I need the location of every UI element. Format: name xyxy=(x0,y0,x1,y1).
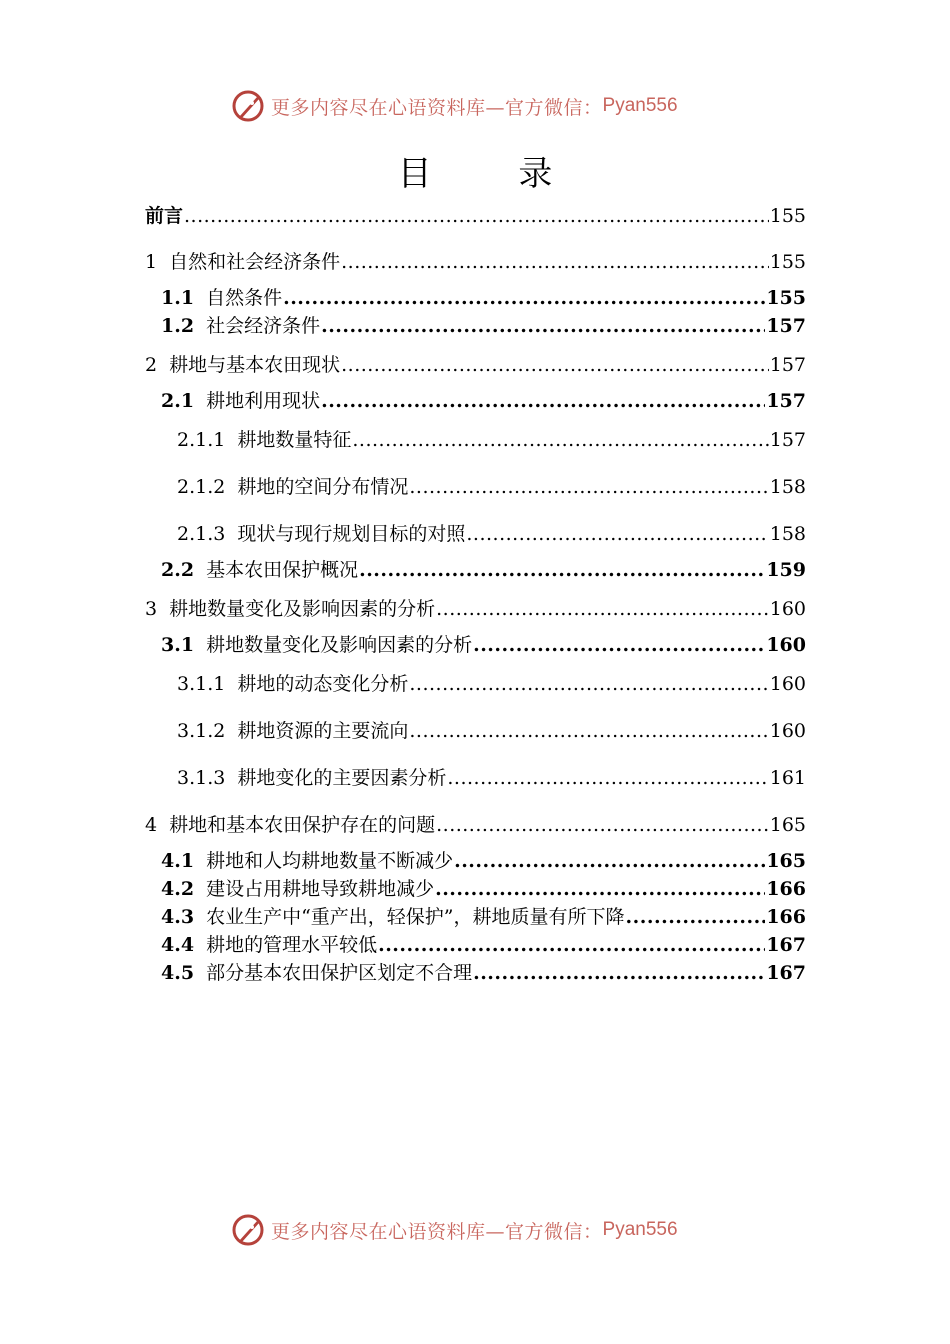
toc-dot-leader xyxy=(454,847,765,875)
toc-entry-number: 4.3 xyxy=(161,906,195,928)
toc-dot-leader xyxy=(473,959,765,987)
toc-dot-leader xyxy=(436,595,769,623)
toc-entry-page: 155 xyxy=(766,287,806,309)
toc-dot-leader xyxy=(283,284,765,312)
toc-entry-page: 157 xyxy=(769,354,806,376)
toc-entry[interactable] xyxy=(177,473,806,501)
toc-entry[interactable] xyxy=(161,284,806,312)
toc-entry-page: 166 xyxy=(766,878,806,900)
toc-entry[interactable] xyxy=(177,717,806,745)
toc-dot-leader xyxy=(321,312,765,340)
toc-dot-leader xyxy=(466,520,768,548)
toc-entry-page: 160 xyxy=(769,673,806,695)
toc-dot-leader xyxy=(359,556,765,584)
toc-entry-text: 耕地资源的主要流向 xyxy=(237,720,409,742)
watermark-header xyxy=(231,86,678,126)
toc-entry-page: 165 xyxy=(766,850,806,872)
toc-entry[interactable] xyxy=(161,875,806,903)
toc-entry-text: 耕地和人均耕地数量不断减少 xyxy=(206,850,454,872)
toc-entry-number: 2 xyxy=(145,354,158,376)
toc-entry-text: 前言 xyxy=(145,205,184,227)
toc-entry-page: 167 xyxy=(766,962,806,984)
toc-dot-leader xyxy=(447,764,768,792)
toc-entry-number: 3.1.3 xyxy=(177,767,226,789)
toc-entry-number: 1.1 xyxy=(161,287,195,309)
toc-dot-leader xyxy=(473,631,765,659)
toc-entry-number: 3.1.2 xyxy=(177,720,226,742)
toc-entry-number: 4.5 xyxy=(161,962,195,984)
toc-entry-page: 165 xyxy=(769,814,806,836)
toc-entry-page: 157 xyxy=(769,429,806,451)
watermark-footer xyxy=(231,1210,678,1250)
toc-entry-text: 耕地数量变化及影响因素的分析 xyxy=(169,598,436,620)
toc-entry-text: 耕地的空间分布情况 xyxy=(237,476,409,498)
watermark-id: Pyan556 xyxy=(602,1219,678,1240)
toc-entry-text: 自然条件 xyxy=(206,287,283,309)
toc-entry[interactable] xyxy=(145,351,806,379)
toc-entry-page: 157 xyxy=(766,390,806,412)
toc-entry-text: 耕地的管理水平较低 xyxy=(206,934,378,956)
page-title: 目 录 xyxy=(397,154,591,194)
toc-entry[interactable] xyxy=(161,631,806,659)
toc-entry-number: 2.1 xyxy=(161,390,195,412)
toc-entry-number: 4 xyxy=(145,814,158,836)
toc-entry[interactable] xyxy=(161,312,806,340)
toc-entry-text: 部分基本农田保护区划定不合理 xyxy=(206,962,473,984)
toc-entry-text: 社会经济条件 xyxy=(206,315,321,337)
toc-entry[interactable] xyxy=(161,959,806,987)
toc-entry-page: 167 xyxy=(766,934,806,956)
toc-dot-leader xyxy=(184,202,769,230)
toc-entry-number: 2.2 xyxy=(161,559,195,581)
toc-entry[interactable] xyxy=(145,595,806,623)
toc-dot-leader xyxy=(436,811,769,839)
toc-entry-text: 农业生产中“重产出，轻保护”，耕地质量有所下降 xyxy=(206,906,625,928)
toc-entry[interactable] xyxy=(161,847,806,875)
toc-dot-leader xyxy=(409,717,768,745)
toc-entry-number: 2.1.3 xyxy=(177,523,226,545)
toc-entry-page: 161 xyxy=(769,767,806,789)
toc-dot-leader xyxy=(352,426,768,454)
toc-entry-page: 158 xyxy=(769,476,806,498)
watermark-id: Pyan556 xyxy=(602,95,678,116)
toc-entry-number: 3 xyxy=(145,598,158,620)
toc-dot-leader xyxy=(341,248,769,276)
toc-dot-leader xyxy=(409,473,768,501)
toc-entry-number: 3.1 xyxy=(161,634,195,656)
toc-entry-number: 3.1.1 xyxy=(177,673,226,695)
toc-entry[interactable] xyxy=(145,248,806,276)
pen-logo-icon xyxy=(231,1213,265,1247)
toc-entry[interactable] xyxy=(177,670,806,698)
toc-dot-leader xyxy=(435,875,765,903)
toc-entry-text: 耕地利用现状 xyxy=(206,390,321,412)
toc-entry-number: 2.1.2 xyxy=(177,476,226,498)
toc-entry-number: 2.1.1 xyxy=(177,429,226,451)
toc-entry-page: 160 xyxy=(769,598,806,620)
toc-entry[interactable] xyxy=(161,556,806,584)
toc-entry[interactable] xyxy=(145,202,806,230)
watermark-text: 更多内容尽在心语资料库—官方微信： xyxy=(271,1220,603,1243)
toc-dot-leader xyxy=(321,387,765,415)
toc-entry-text: 耕地和基本农田保护存在的问题 xyxy=(169,814,436,836)
toc-entry[interactable] xyxy=(161,931,806,959)
toc-entry-number: 1 xyxy=(145,251,158,273)
toc-entry[interactable] xyxy=(161,387,806,415)
toc-entry-page: 160 xyxy=(769,720,806,742)
toc-entry-number: 4.1 xyxy=(161,850,195,872)
toc-dot-leader xyxy=(626,903,766,931)
toc-entry-text: 耕地的动态变化分析 xyxy=(237,673,409,695)
toc-entry-number: 1.2 xyxy=(161,315,195,337)
toc-entry-text: 耕地数量特征 xyxy=(237,429,352,451)
toc-entry-text: 耕地数量变化及影响因素的分析 xyxy=(206,634,473,656)
toc-entry-page: 155 xyxy=(769,251,806,273)
toc-entry-text: 自然和社会经济条件 xyxy=(169,251,341,273)
toc-entry-page: 166 xyxy=(766,906,806,928)
toc-dot-leader xyxy=(341,351,769,379)
toc-dot-leader xyxy=(409,670,768,698)
toc-dot-leader xyxy=(378,931,765,959)
toc-entry-page: 157 xyxy=(766,315,806,337)
toc-entry-text: 建设占用耕地导致耕地减少 xyxy=(206,878,435,900)
toc-entry-number: 4.2 xyxy=(161,878,195,900)
toc-entry-text: 耕地变化的主要因素分析 xyxy=(237,767,447,789)
toc-entry-number: 4.4 xyxy=(161,934,195,956)
toc-entry[interactable] xyxy=(177,764,806,792)
toc-entry[interactable] xyxy=(177,520,806,548)
toc-entry-page: 160 xyxy=(766,634,806,656)
watermark-text: 更多内容尽在心语资料库—官方微信： xyxy=(271,96,603,119)
pen-logo-icon xyxy=(231,89,265,123)
toc-entry-page: 159 xyxy=(766,559,806,581)
toc-entry-text: 基本农田保护概况 xyxy=(206,559,359,581)
toc-entry-text: 耕地与基本农田现状 xyxy=(169,354,341,376)
toc-entry[interactable] xyxy=(177,426,806,454)
toc-entry[interactable] xyxy=(145,811,806,839)
toc-entry-page: 155 xyxy=(769,205,806,227)
toc-entry-page: 158 xyxy=(769,523,806,545)
toc-entry-text: 现状与现行规划目标的对照 xyxy=(237,523,466,545)
toc-entry[interactable] xyxy=(161,903,806,931)
